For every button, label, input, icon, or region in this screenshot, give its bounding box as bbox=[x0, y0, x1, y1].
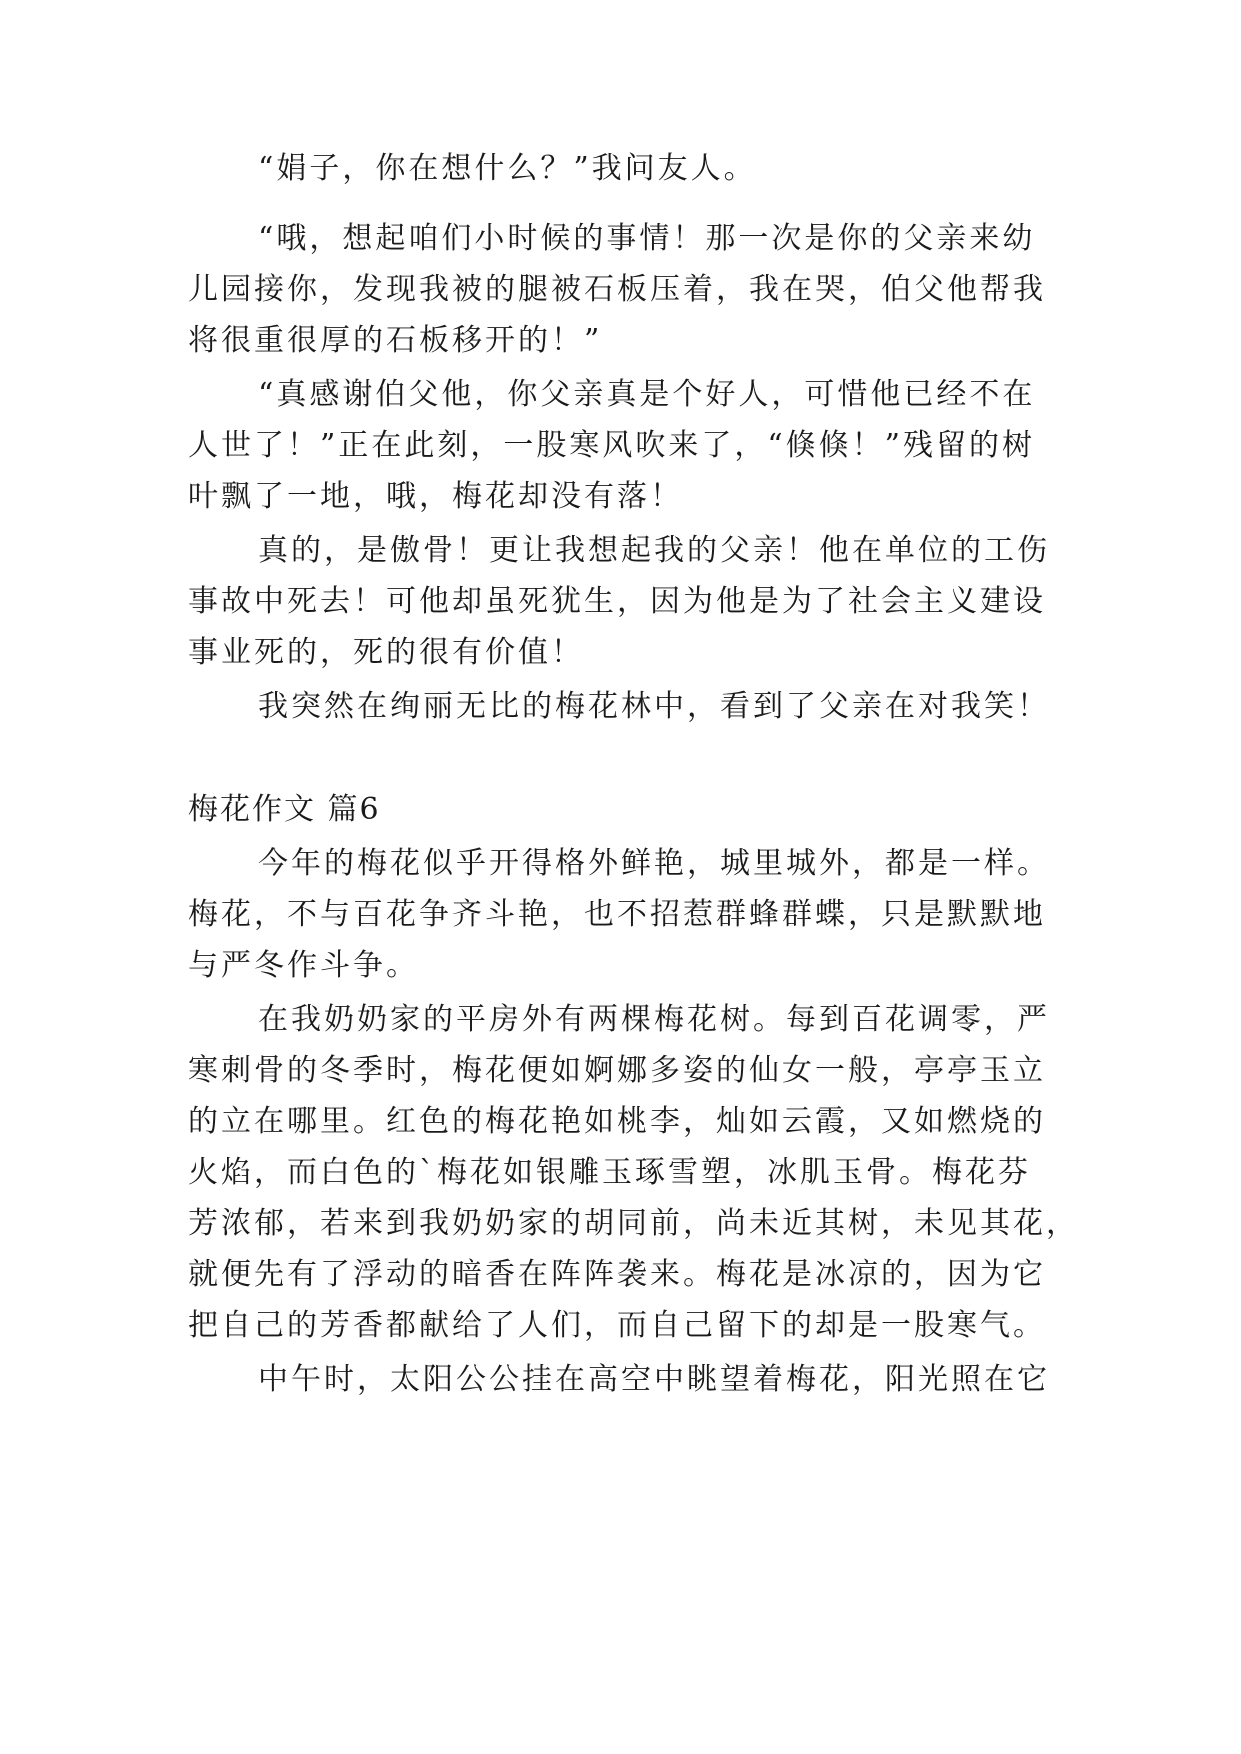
paragraph-line: “真感谢伯父他，你父亲真是个好人，可惜他已经不在 bbox=[258, 377, 1036, 412]
paragraph-line: 我突然在绚丽无比的梅花林中，看到了父亲在对我笑！ bbox=[258, 689, 1050, 724]
paragraph-line: 事业死的，死的很有价值！ bbox=[188, 635, 584, 670]
paragraph-line: 与严冬作斗争。 bbox=[188, 948, 419, 983]
paragraph-line: 芳浓郁，若来到我奶奶家的胡同前，尚未近其树，未见其花， bbox=[188, 1206, 1079, 1241]
paragraph-line: 寒刺骨的冬季时，梅花便如婀娜多姿的仙女一般，亭亭玉立 bbox=[188, 1053, 1046, 1088]
paragraph-line: “哦，想起咱们小时候的事情！那一次是你的父亲来幼 bbox=[258, 221, 1036, 256]
paragraph-line: 真的，是傲骨！更让我想起我的父亲！他在单位的工伤 bbox=[258, 533, 1050, 568]
paragraph-line: 儿园接你，发现我被的腿被石板压着，我在哭，伯父他帮我 bbox=[188, 272, 1046, 307]
paragraph-line: 今年的梅花似乎开得格外鲜艳，城里城外，都是一样。 bbox=[258, 846, 1050, 881]
paragraph-line: 把自己的芳香都献给了人们，而自己留下的却是一股寒气。 bbox=[188, 1308, 1046, 1343]
paragraph-line: 中午时，太阳公公挂在高空中眺望着梅花，阳光照在它 bbox=[258, 1362, 1050, 1397]
paragraph-line: 人世了！”正在此刻，一股寒风吹来了，“倏倏！”残留的树 bbox=[188, 428, 1036, 463]
paragraph-line: 叶飘了一地，哦，梅花却没有落！ bbox=[188, 479, 683, 514]
paragraph-line: 火焰，而白色的`梅花如银雕玉琢雪塑，冰肌玉骨。梅花芬 bbox=[188, 1155, 1031, 1190]
paragraph-line: 将很重很厚的石板移开的！” bbox=[188, 323, 603, 358]
section-title: 梅花作文 篇6 bbox=[188, 792, 381, 827]
paragraph-line: 梅花，不与百花争齐斗艳，也不招惹群蜂群蝶，只是默默地 bbox=[188, 897, 1046, 932]
paragraph-line: 的立在哪里。红色的梅花艳如桃李，灿如云霞，又如燃烧的 bbox=[188, 1104, 1046, 1139]
paragraph-line: 在我奶奶家的平房外有两棵梅花树。每到百花调零，严 bbox=[258, 1002, 1050, 1037]
paragraph-line: 事故中死去！可他却虽死犹生，因为他是为了社会主义建设 bbox=[188, 584, 1046, 619]
paragraph-line: “娟子，你在想什么？”我问友人。 bbox=[258, 151, 757, 186]
paragraph-line: 就便先有了浮动的暗香在阵阵袭来。梅花是冰凉的，因为它 bbox=[188, 1257, 1046, 1292]
